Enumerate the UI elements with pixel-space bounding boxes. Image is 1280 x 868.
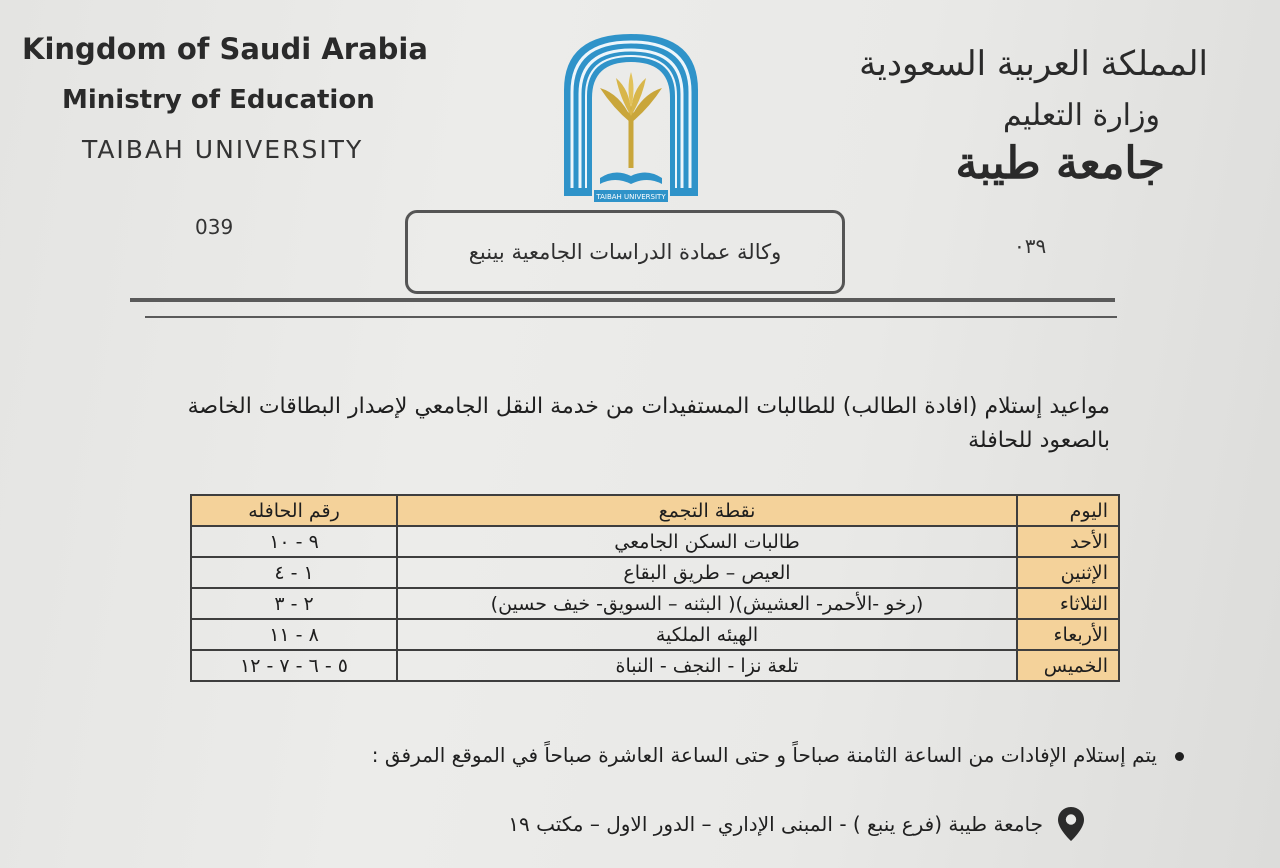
header-divider-thin xyxy=(145,316,1117,318)
arabic-university-title: جامعة طيبة xyxy=(955,138,1165,189)
table-row xyxy=(191,588,1119,619)
table-row xyxy=(191,619,1119,650)
pickup-location xyxy=(508,806,1085,842)
english-ministry-title: Ministry of Education xyxy=(62,85,375,115)
cell-location: (رخو -الأحمر- العشيش)( البثنه – السويق- خيف حسين) xyxy=(397,588,1017,619)
arabic-kingdom-title: المملكة العربية السعودية xyxy=(859,44,1208,84)
cell-day: الثلاثاء xyxy=(1017,588,1119,619)
document-code-arabic: ٠٣٩ xyxy=(1014,234,1047,258)
cell-bus: ٢ - ٣ xyxy=(191,588,397,619)
announcement-title: مواعيد إستلام (افادة الطالب) للطالبات المستفيدات من خدمة النقل الجامعي لإصدار البطاقات الخاصة بالصعود للحافلة xyxy=(187,394,1110,453)
english-kingdom-title: Kingdom of Saudi Arabia xyxy=(22,32,428,66)
table-row xyxy=(191,526,1119,557)
department-box xyxy=(405,210,845,294)
cell-day: الخميس xyxy=(1017,650,1119,681)
schedule-table xyxy=(190,494,1120,682)
location-text: جامعة طيبة (فرع ينبع ) - المبنى الإداري – الدور الاول – مكتب ١٩ xyxy=(508,812,1043,836)
cell-bus: ١ - ٤ xyxy=(191,557,397,588)
cell-location: الهيئه الملكية xyxy=(397,619,1017,650)
cell-location: تلعة نزا - النجف - النباة xyxy=(397,650,1017,681)
cell-location: طالبات السكن الجامعي xyxy=(397,526,1017,557)
department-name: وكالة عمادة الدراسات الجامعية بينبع xyxy=(468,240,782,264)
cell-bus: ٨ - ١١ xyxy=(191,619,397,650)
table-row xyxy=(191,650,1119,681)
university-logo xyxy=(558,28,704,206)
pickup-note-text: يتم إستلام الإفادات من الساعة الثامنة صباحاً و حتى الساعة العاشرة صباحاً في الموقع المرفق : xyxy=(371,743,1157,767)
logo-label: TAIBAH UNIVERSITY xyxy=(596,193,666,201)
cell-bus: ٥ - ٦ - ٧ - ١٢ xyxy=(191,650,397,681)
pickup-note xyxy=(114,740,1184,770)
cell-day: الأربعاء xyxy=(1017,619,1119,650)
document-code-latin: 039 xyxy=(195,215,234,239)
cell-location: العيص – طريق البقاع xyxy=(397,557,1017,588)
bullet-icon xyxy=(1175,752,1184,761)
location-pin-icon xyxy=(1057,806,1085,842)
header-bus: رقم الحافله xyxy=(191,495,397,526)
logo-emblem-icon xyxy=(558,28,704,206)
header-location: نقطة التجمع xyxy=(397,495,1017,526)
english-university-title: TAIBAH UNIVERSITY xyxy=(82,135,364,164)
table-header-row xyxy=(191,495,1119,526)
arabic-ministry-title: وزارة التعليم xyxy=(1002,98,1160,133)
cell-bus: ٩ - ١٠ xyxy=(191,526,397,557)
table-row xyxy=(191,557,1119,588)
cell-day: الأحد xyxy=(1017,526,1119,557)
header-day: اليوم xyxy=(1017,495,1119,526)
cell-day: الإثنين xyxy=(1017,557,1119,588)
header-divider-thick xyxy=(130,298,1115,302)
